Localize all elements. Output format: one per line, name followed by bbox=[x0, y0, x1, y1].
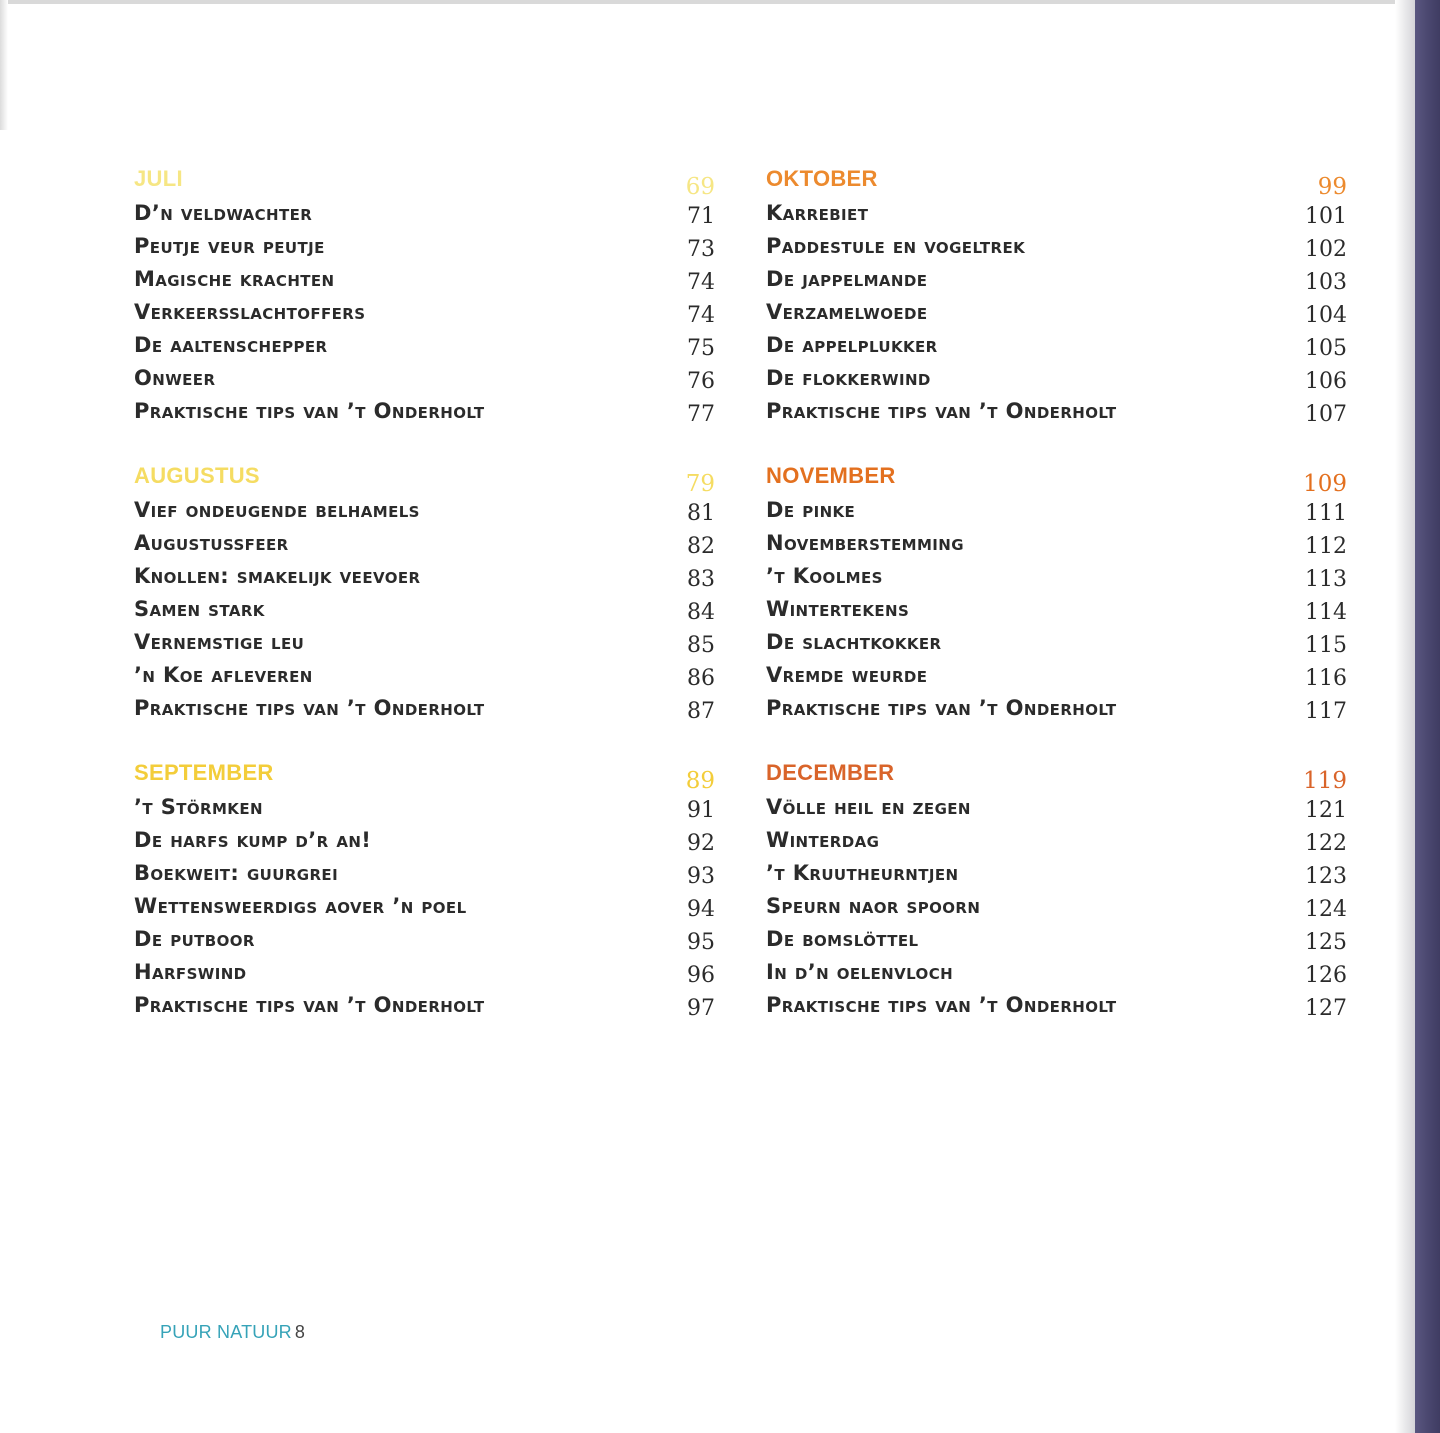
toc-entry bbox=[762, 659, 1347, 692]
entry-title: Praktische tips van ’t Onderholt bbox=[766, 696, 1117, 720]
entry-title: Magische krachten bbox=[134, 267, 335, 291]
toc-entry bbox=[130, 296, 715, 329]
entry-title: ’t Kruutheurntjen bbox=[766, 861, 959, 885]
toc-entry bbox=[762, 824, 1347, 857]
section-heading bbox=[130, 754, 715, 794]
entry-page-number: 117 bbox=[1305, 699, 1347, 724]
toc-entry bbox=[130, 395, 715, 428]
entry-title: Praktische tips van ’t Onderholt bbox=[766, 399, 1117, 423]
toc-section-oktober bbox=[762, 160, 1347, 457]
entry-page-number: 95 bbox=[687, 930, 715, 955]
entry-title: Verzamelwoede bbox=[766, 300, 928, 324]
month-page-number: 99 bbox=[1317, 174, 1347, 200]
entry-page-number: 115 bbox=[1305, 633, 1347, 658]
toc-entry bbox=[762, 329, 1347, 362]
footer-page-number: 8 bbox=[294, 1322, 305, 1342]
toc-section-december bbox=[762, 754, 1347, 1051]
entry-title: Wettensweerdigs aover ’n poel bbox=[134, 894, 467, 918]
toc-entry bbox=[762, 527, 1347, 560]
section-heading bbox=[762, 457, 1347, 497]
entry-page-number: 126 bbox=[1305, 963, 1347, 988]
entry-page-number: 82 bbox=[687, 534, 715, 559]
entry-title: ’n Koe afleveren bbox=[134, 663, 313, 687]
toc-entry bbox=[130, 857, 715, 890]
toc-entry bbox=[762, 263, 1347, 296]
entry-page-number: 87 bbox=[687, 699, 715, 724]
entry-title: Karrebiet bbox=[766, 201, 869, 225]
entry-page-number: 122 bbox=[1305, 831, 1347, 856]
month-title: OKTOBER bbox=[766, 166, 878, 191]
entry-page-number: 125 bbox=[1305, 930, 1347, 955]
toc-column-left bbox=[130, 160, 715, 1051]
book-spine bbox=[1415, 0, 1440, 1433]
toc-entry bbox=[130, 824, 715, 857]
entry-page-number: 106 bbox=[1305, 369, 1347, 394]
entry-page-number: 76 bbox=[687, 369, 715, 394]
entry-page-number: 103 bbox=[1305, 270, 1347, 295]
toc-entry bbox=[130, 923, 715, 956]
entry-title: Praktische tips van ’t Onderholt bbox=[134, 696, 485, 720]
entry-title: Winterdag bbox=[766, 828, 880, 852]
month-title: DECEMBER bbox=[766, 760, 895, 785]
entry-title: De putboor bbox=[134, 927, 255, 951]
toc-entry bbox=[762, 956, 1347, 989]
entry-page-number: 127 bbox=[1305, 996, 1347, 1021]
toc-entry bbox=[130, 230, 715, 263]
entry-title: Praktische tips van ’t Onderholt bbox=[134, 993, 485, 1017]
toc-entry bbox=[130, 329, 715, 362]
toc-entry bbox=[130, 593, 715, 626]
entry-page-number: 111 bbox=[1305, 501, 1347, 526]
toc-entry bbox=[762, 362, 1347, 395]
entry-page-number: 73 bbox=[687, 237, 715, 262]
entry-title: Speurn naor spoorn bbox=[766, 894, 981, 918]
entry-page-number: 112 bbox=[1305, 534, 1347, 559]
entry-title: Samen stark bbox=[134, 597, 265, 621]
toc-entry bbox=[130, 527, 715, 560]
toc-section-augustus bbox=[130, 457, 715, 754]
footer-brand: PUUR NATUUR bbox=[160, 1322, 292, 1342]
entry-page-number: 105 bbox=[1305, 336, 1347, 361]
toc-entry bbox=[130, 956, 715, 989]
toc-entry bbox=[762, 857, 1347, 890]
toc-section-juli bbox=[130, 160, 715, 457]
section-heading bbox=[762, 754, 1347, 794]
toc-column-right bbox=[762, 160, 1347, 1051]
toc-entry bbox=[130, 791, 715, 824]
month-title: JULI bbox=[134, 166, 183, 191]
entry-page-number: 74 bbox=[687, 270, 715, 295]
entry-page-number: 91 bbox=[687, 798, 715, 823]
entry-page-number: 102 bbox=[1305, 237, 1347, 262]
toc-entry bbox=[762, 593, 1347, 626]
entry-page-number: 113 bbox=[1305, 567, 1347, 592]
entry-title: Boekweit: guurgrei bbox=[134, 861, 339, 885]
entry-title: D’n veldwachter bbox=[134, 201, 313, 225]
month-page-number: 89 bbox=[685, 768, 715, 794]
entry-title: Paddestule en vogeltrek bbox=[766, 234, 1026, 258]
entry-title: De appelplukker bbox=[766, 333, 938, 357]
entry-title: Knollen: smakelijk veevoer bbox=[134, 564, 421, 588]
entry-page-number: 77 bbox=[687, 402, 715, 427]
entry-title: Völle heil en zegen bbox=[766, 795, 971, 819]
entry-page-number: 94 bbox=[687, 897, 715, 922]
toc-entry bbox=[762, 923, 1347, 956]
toc-entry bbox=[130, 989, 715, 1022]
month-title: AUGUSTUS bbox=[134, 463, 260, 488]
toc-entry bbox=[762, 560, 1347, 593]
entry-title: De harfs kump d’r an! bbox=[134, 828, 372, 852]
month-title: SEPTEMBER bbox=[134, 760, 274, 785]
entry-title: ’t Koolmes bbox=[766, 564, 883, 588]
entry-page-number: 86 bbox=[687, 666, 715, 691]
entry-title: Praktische tips van ’t Onderholt bbox=[134, 399, 485, 423]
toc-entry bbox=[762, 626, 1347, 659]
month-page-number: 119 bbox=[1303, 768, 1347, 794]
entry-title: Novemberstemming bbox=[766, 531, 964, 555]
entry-page-number: 92 bbox=[687, 831, 715, 856]
entry-title: De jappelmande bbox=[766, 267, 928, 291]
page-top-edge bbox=[0, 0, 1420, 4]
entry-page-number: 96 bbox=[687, 963, 715, 988]
toc-entry bbox=[130, 626, 715, 659]
entry-page-number: 74 bbox=[687, 303, 715, 328]
section-heading bbox=[762, 160, 1347, 200]
entry-title: De flokkerwind bbox=[766, 366, 931, 390]
section-heading bbox=[130, 160, 715, 200]
toc-entry bbox=[130, 197, 715, 230]
entry-title: De pinke bbox=[766, 498, 856, 522]
entry-title: De bomslöttel bbox=[766, 927, 919, 951]
entry-page-number: 124 bbox=[1305, 897, 1347, 922]
entry-title: In d’n oelenvloch bbox=[766, 960, 954, 984]
entry-title: Praktische tips van ’t Onderholt bbox=[766, 993, 1117, 1017]
toc-entry bbox=[762, 692, 1347, 725]
toc-entry bbox=[762, 494, 1347, 527]
page-footer bbox=[160, 1322, 305, 1343]
entry-page-number: 116 bbox=[1305, 666, 1347, 691]
month-page-number: 109 bbox=[1303, 471, 1347, 497]
entry-page-number: 81 bbox=[687, 501, 715, 526]
entry-title: De aaltenschepper bbox=[134, 333, 328, 357]
entry-page-number: 121 bbox=[1305, 798, 1347, 823]
entry-page-number: 83 bbox=[687, 567, 715, 592]
toc-entry bbox=[130, 560, 715, 593]
toc-entry bbox=[762, 230, 1347, 263]
entry-title: Vernemstige leu bbox=[134, 630, 305, 654]
entry-title: Onweer bbox=[134, 366, 216, 390]
toc-section-september bbox=[130, 754, 715, 1051]
entry-page-number: 123 bbox=[1305, 864, 1347, 889]
entry-page-number: 71 bbox=[687, 204, 715, 229]
toc-entry bbox=[130, 890, 715, 923]
toc-entry bbox=[130, 263, 715, 296]
entry-page-number: 97 bbox=[687, 996, 715, 1021]
toc-entry bbox=[762, 791, 1347, 824]
entry-title: Augustussfeer bbox=[134, 531, 289, 555]
toc-entry bbox=[762, 395, 1347, 428]
entry-page-number: 101 bbox=[1305, 204, 1347, 229]
toc-section-november bbox=[762, 457, 1347, 754]
entry-page-number: 107 bbox=[1305, 402, 1347, 427]
toc-entry bbox=[762, 890, 1347, 923]
spine-shadow bbox=[1395, 0, 1415, 1433]
month-page-number: 79 bbox=[685, 471, 715, 497]
entry-title: Vief ondeugende belhamels bbox=[134, 498, 420, 522]
entry-title: Peutje veur peutje bbox=[134, 234, 325, 258]
entry-title: Harfswind bbox=[134, 960, 247, 984]
month-page-number: 69 bbox=[685, 174, 715, 200]
month-title: NOVEMBER bbox=[766, 463, 896, 488]
toc-entry bbox=[762, 296, 1347, 329]
entry-title: De slachtkokker bbox=[766, 630, 942, 654]
entry-page-number: 84 bbox=[687, 600, 715, 625]
toc-entry bbox=[130, 494, 715, 527]
toc-entry bbox=[130, 692, 715, 725]
toc-entry bbox=[762, 989, 1347, 1022]
entry-page-number: 85 bbox=[687, 633, 715, 658]
entry-page-number: 104 bbox=[1305, 303, 1347, 328]
toc-entry bbox=[130, 659, 715, 692]
toc-entry bbox=[762, 197, 1347, 230]
entry-title: ’t Störmken bbox=[134, 795, 263, 819]
entry-title: Verkeersslachtoffers bbox=[134, 300, 366, 324]
toc-entry bbox=[130, 362, 715, 395]
entry-page-number: 75 bbox=[687, 336, 715, 361]
entry-page-number: 114 bbox=[1305, 600, 1347, 625]
page-left-edge bbox=[0, 0, 8, 130]
section-heading bbox=[130, 457, 715, 497]
entry-title: Wintertekens bbox=[766, 597, 910, 621]
entry-page-number: 93 bbox=[687, 864, 715, 889]
entry-title: Vremde weurde bbox=[766, 663, 928, 687]
